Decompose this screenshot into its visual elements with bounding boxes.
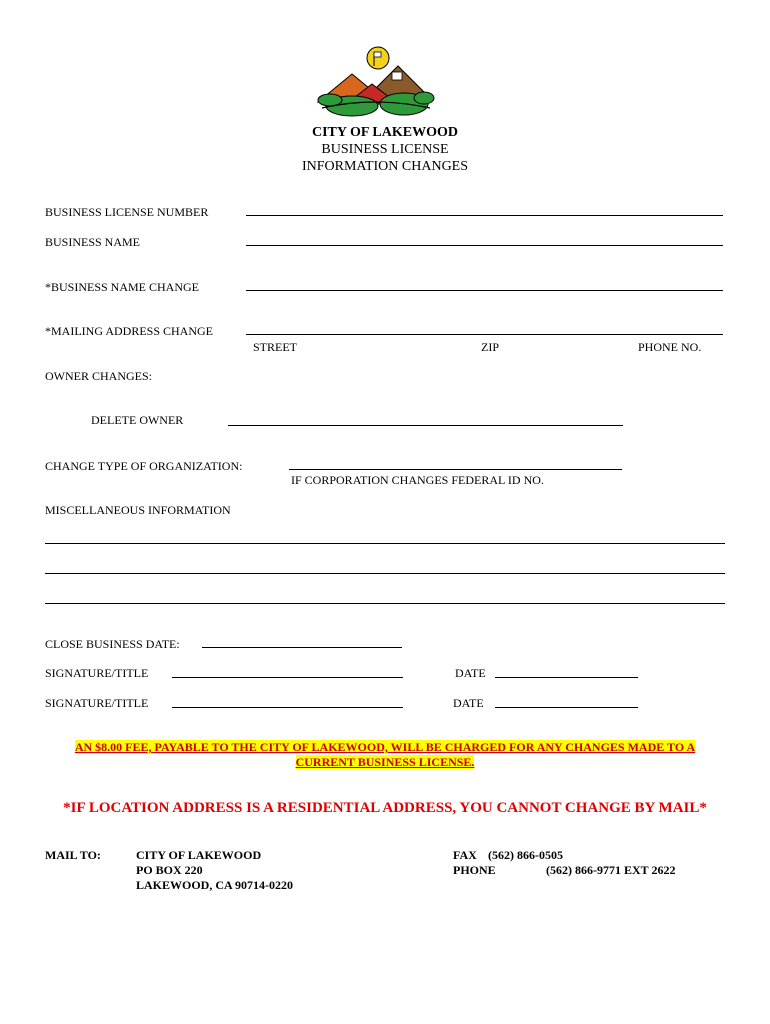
phone-contact-value: (562) 866-9771 EXT 2622 [546, 863, 676, 877]
mail-to-label: MAIL TO: [45, 848, 101, 862]
mailing-address-change-field[interactable] [246, 334, 723, 335]
signature1-field[interactable] [172, 677, 403, 678]
delete-owner-field[interactable] [228, 425, 623, 426]
phone-contact-label: PHONE [453, 863, 496, 877]
phone-label: PHONE NO. [638, 340, 702, 354]
misc-line-3[interactable] [45, 603, 725, 604]
license-number-label: BUSINESS LICENSE NUMBER [45, 205, 209, 219]
misc-line-2[interactable] [45, 573, 725, 574]
misc-label: MISCELLANEOUS INFORMATION [45, 503, 231, 517]
fee-notice-line2: CURRENT BUSINESS LICENSE. [295, 755, 475, 769]
date1-label: DATE [455, 666, 486, 680]
fax-label: FAX [453, 848, 477, 862]
residential-warning: *IF LOCATION ADDRESS IS A RESIDENTIAL ADDRESS, YOU CANNOT CHANGE BY MAIL* [63, 800, 707, 816]
change-type-label: CHANGE TYPE OF ORGANIZATION: [45, 459, 243, 473]
business-name-change-field[interactable] [246, 290, 723, 291]
mail-address-line1: CITY OF LAKEWOOD [136, 848, 262, 862]
close-date-label: CLOSE BUSINESS DATE: [45, 637, 180, 651]
license-number-field[interactable] [246, 215, 723, 216]
street-label: STREET [253, 340, 297, 354]
header-line3: INFORMATION CHANGES [301, 159, 469, 174]
header-line2: BUSINESS LICENSE [321, 142, 449, 157]
city-logo-icon [312, 44, 436, 120]
mail-address-line3: LAKEWOOD, CA 90714-0220 [136, 878, 294, 892]
owner-changes-label: OWNER CHANGES: [45, 369, 152, 383]
date2-label: DATE [453, 696, 484, 710]
signature2-field[interactable] [172, 707, 403, 708]
mail-address-line2: PO BOX 220 [136, 863, 203, 877]
city-name: CITY OF LAKEWOOD [312, 125, 458, 140]
zip-label: ZIP [481, 340, 499, 354]
mail-address [136, 848, 293, 893]
fee-notice-line1: AN $8.00 FEE, PAYABLE TO THE CITY OF LAKEWOOD, WILL BE CHARGED FOR ANY CHANGES MADE TO A [74, 740, 696, 754]
mailing-address-change-label: *MAILING ADDRESS CHANGE [45, 324, 214, 338]
signature2-label: SIGNATURE/TITLE [45, 696, 149, 710]
fax-value: (562) 866-0505 [488, 848, 563, 862]
form-header [0, 124, 770, 175]
date2-field[interactable] [495, 707, 638, 708]
business-name-change-label: *BUSINESS NAME CHANGE [45, 280, 200, 294]
delete-owner-label: DELETE OWNER [91, 413, 184, 427]
date1-field[interactable] [495, 677, 638, 678]
close-date-field[interactable] [202, 647, 402, 648]
change-type-field[interactable] [289, 469, 622, 470]
business-name-label: BUSINESS NAME [45, 235, 141, 249]
misc-line-1[interactable] [45, 543, 725, 544]
business-name-field[interactable] [246, 245, 723, 246]
fee-notice [40, 740, 730, 770]
federal-id-label: IF CORPORATION CHANGES FEDERAL ID NO. [291, 473, 544, 487]
signature1-label: SIGNATURE/TITLE [45, 666, 149, 680]
